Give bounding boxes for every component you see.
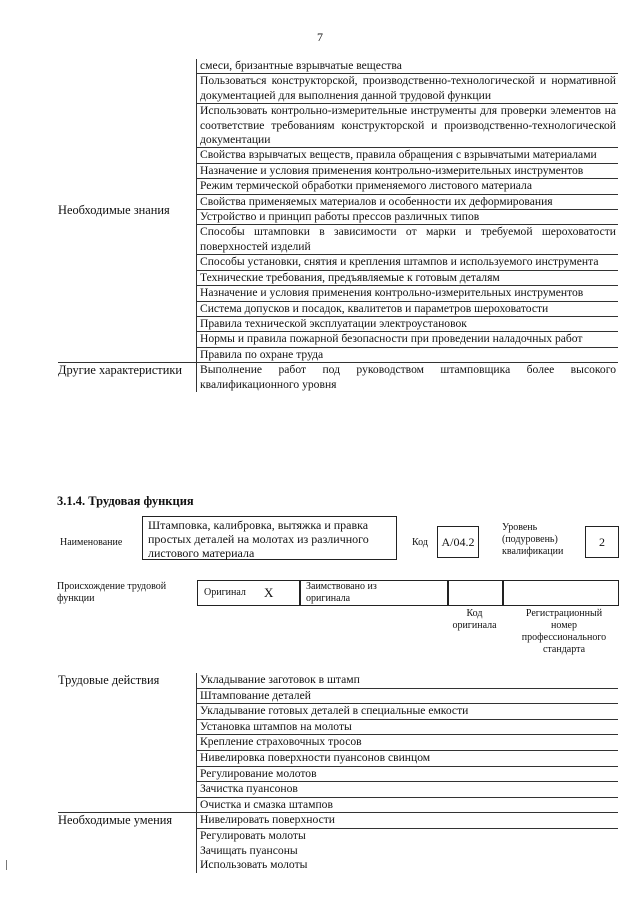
knowledge-table	[58, 59, 618, 392]
action-item: Очистка и смазка штампов	[197, 797, 619, 813]
original-mark: X	[264, 585, 274, 600]
reg-number-label: Регистрационный номер профессионального стандарта	[521, 608, 607, 655]
code-value-box: А/04.2	[437, 526, 479, 558]
origin-label: Происхождение трудовой функции	[57, 581, 167, 604]
knowledge-item: Назначение и условия применения контрольно-измерительных инструментов	[197, 286, 619, 301]
action-item: Нивелировка поверхности пуансонов свинцом	[197, 750, 619, 766]
other-characteristics-label: Другие характеристики	[58, 363, 197, 392]
knowledge-item: Способы штамповки в зависимости от марки и требуемой шероховатости поверхностей изделий	[197, 225, 619, 255]
action-item: Регулирование молотов	[197, 766, 619, 782]
action-item: Зачистка пуансонов	[197, 782, 619, 798]
level-value-box: 2	[585, 526, 619, 558]
other-characteristics-text: Выполнение работ под руководством штамповщика более высокого квалификационного уровня	[200, 363, 616, 391]
knowledge-item: Свойства применяемых материалов и особенности их деформирования	[197, 194, 619, 209]
knowledge-item: Использовать контрольно-измерительные инструменты для проверки элементов на соответствие требованиям конструкторской и производственно-технологической документации	[197, 104, 619, 148]
knowledge-item: Пользоваться конструкторской, производственно-технологической и нормативной документацией для выполнения данной трудовой функции	[197, 74, 619, 104]
code-original-box	[447, 580, 504, 606]
code-label: Код	[412, 537, 428, 548]
knowledge-item: Правила по охране труда	[197, 347, 619, 362]
skill-item: Нивелировать поверхности	[197, 813, 619, 829]
knowledge-item: Устройство и принцип работы прессов различных типов	[197, 210, 619, 225]
borrowed-label: Заимствовано из оригинала	[306, 581, 377, 604]
action-item: Штампование деталей	[197, 688, 619, 704]
knowledge-item: Технические требования, предъявляемые к готовым деталям	[197, 270, 619, 285]
section-title: 3.1.4. Трудовая функция	[57, 494, 194, 508]
page-number: 7	[317, 30, 323, 44]
skill-item: Использовать молоты	[200, 858, 308, 872]
action-item: Крепление страховочных тросов	[197, 735, 619, 751]
knowledge-item: Способы установки, снятия и крепления штампов и используемого инструмента	[197, 255, 619, 270]
name-label: Наименование	[60, 537, 123, 548]
knowledge-item: Свойства взрывчатых веществ, правила обращения с взрывчатыми материалами	[197, 148, 619, 163]
borrowed-box	[299, 580, 449, 606]
knowledge-item: Нормы и правила пожарной безопасности при проведении наладочных работ	[197, 332, 619, 347]
code-original-label: Код оригинала	[452, 608, 497, 631]
function-name-box: Штамповка, калибровка, вытяжка и правка простых деталей на молотах из различного листового материала	[142, 516, 397, 560]
knowledge-item: Режим термической обработки применяемого листового материала	[197, 179, 619, 194]
level-label: Уровень (подуровень) квалификации	[502, 522, 564, 557]
knowledge-item: смеси, бризантные взрывчатые вещества	[197, 59, 619, 74]
action-item: Установка штампов на молоты	[197, 719, 619, 735]
action-item: Укладывание готовых деталей в специальные емкости	[197, 704, 619, 720]
action-item: Укладывание заготовок в штамп	[197, 673, 619, 688]
actions-table	[58, 673, 618, 873]
margin-mark	[6, 860, 9, 870]
knowledge-item: Правила технической эксплуатации электроустановок	[197, 316, 619, 331]
original-label: Оригинал	[204, 587, 246, 598]
original-box	[197, 580, 301, 606]
skill-item: Зачищать пуансоны	[200, 843, 298, 857]
knowledge-item: Назначение и условия применения контрольно-измерительных инструментов	[197, 163, 619, 178]
skill-item: Регулировать молоты	[200, 828, 306, 842]
skills-label: Необходимые умения	[58, 813, 197, 873]
knowledge-label: Необходимые знания	[58, 59, 197, 363]
actions-label: Трудовые действия	[58, 673, 197, 813]
reg-number-box	[502, 580, 619, 606]
knowledge-item: Система допусков и посадок, квалитетов и параметров шероховатости	[197, 301, 619, 316]
